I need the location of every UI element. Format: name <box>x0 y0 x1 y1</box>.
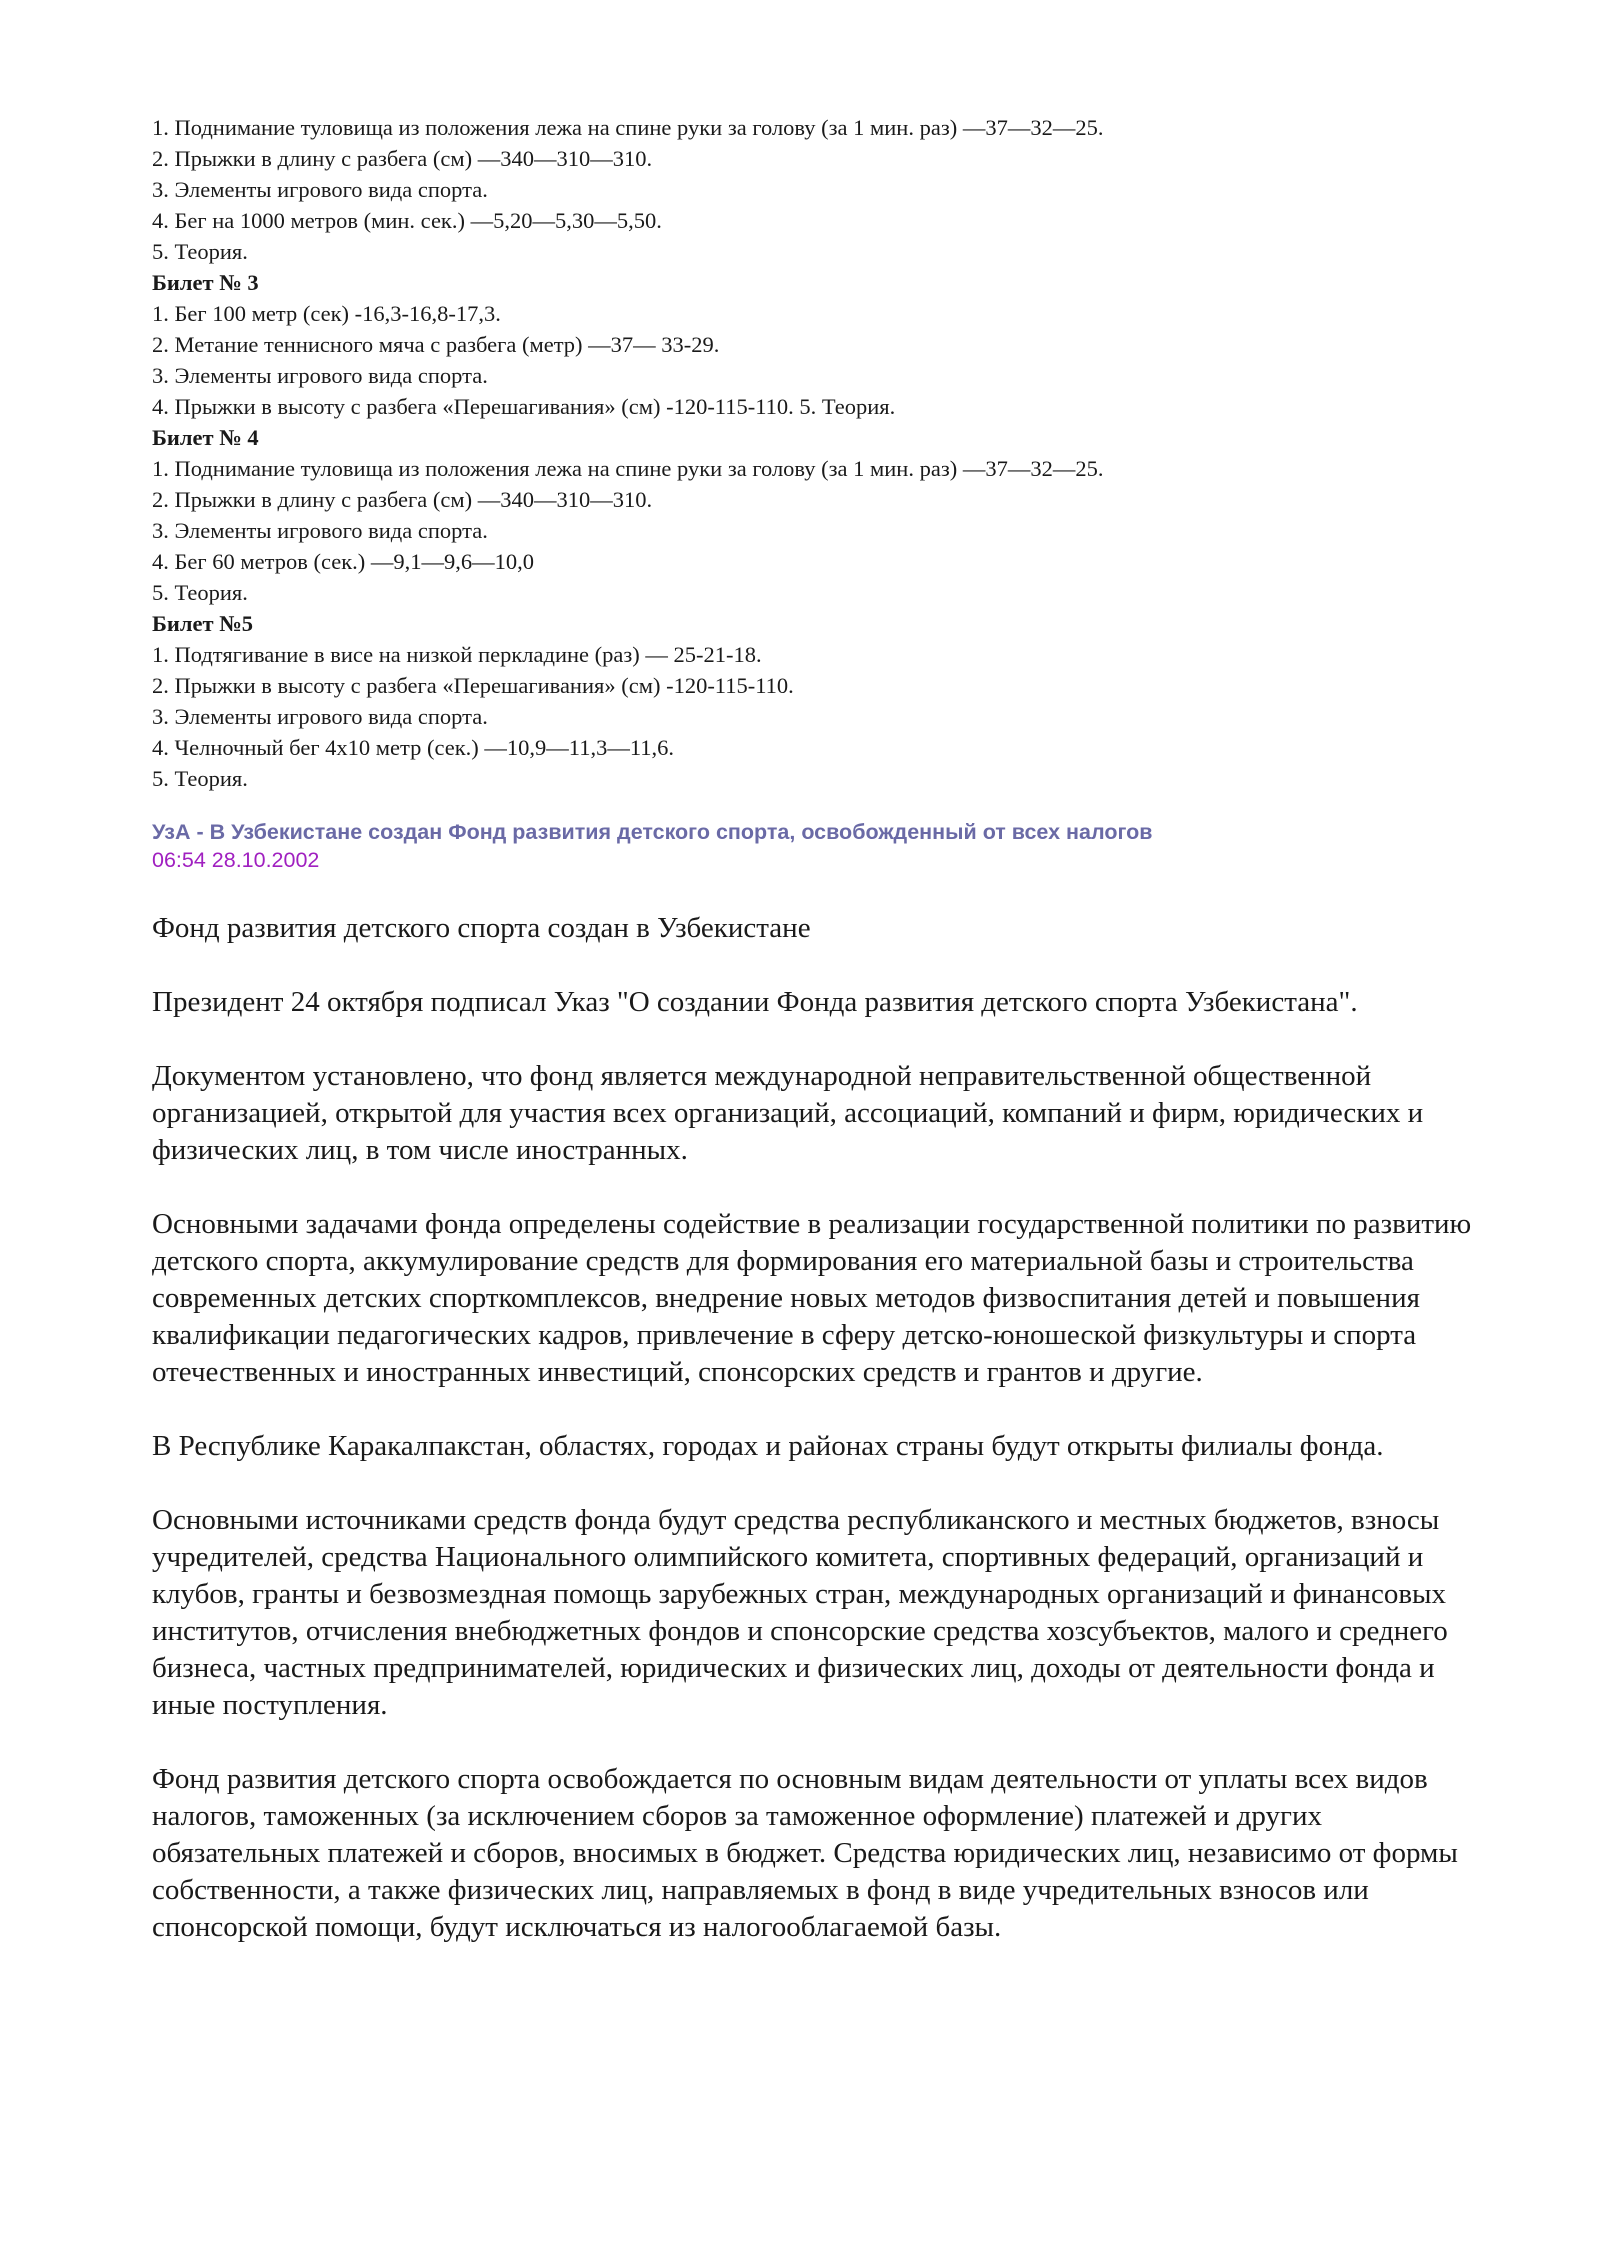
article-paragraph: В Республике Каракалпакстан, областях, городах и районах страны будут открыты филиалы фонда. <box>152 1430 1384 1462</box>
news-headline: УзА - В Узбекистане создан Фонд развития детского спорта, освобожденный от всех налогов <box>152 820 1153 844</box>
ticket-4 <box>152 422 1492 608</box>
article-paragraph: Основными источниками средств фонда будут средства республиканского и местных бюджетов, взносы учредителей, средства Национального олимпийского комитета, спортивных федераций, организаций и клубов, гранты и безвозмездная помощь зарубежных стран, международных организаций и финансовых институтов, отчисления внебюджетных фондов и спонсорские средства хозсубъектов, малого и среднего бизнеса, частных предпринимателей, юридических и физических лиц, доходы от деятельности фонда и иные поступления. <box>152 1504 1448 1721</box>
ticket-item: 4. Бег 60 метров (сек.) —9,1—9,6—10,0 <box>152 549 535 574</box>
ticket-list-top <box>152 112 1492 267</box>
ticket-item: 2. Прыжки в длину с разбега (см) —340—310—310. <box>152 487 653 512</box>
ticket-item: 3. Элементы игрового вида спорта. <box>152 177 488 202</box>
ticket-item: 1. Подтягивание в висе на низкой перкладине (раз) — 25-21-18. <box>152 642 762 667</box>
ticket-title: Билет № 4 <box>152 425 259 450</box>
ticket-item: 1. Поднимание туловища из положения лежа на спине руки за голову (за 1 мин. раз) —37—32—25. <box>152 456 1104 481</box>
ticket-item: 2. Прыжки в высоту с разбега «Перешагивания» (см) -120-115-110. <box>152 673 794 698</box>
document-page <box>152 112 1492 1983</box>
ticket-5 <box>152 608 1492 794</box>
ticket-item: 3. Элементы игрового вида спорта. <box>152 518 488 543</box>
ticket-title: Билет № 3 <box>152 270 259 295</box>
news-article <box>152 910 1492 1946</box>
article-paragraph: Президент 24 октября подписал Указ "О создании Фонда развития детского спорта Узбекистана". <box>152 986 1358 1018</box>
ticket-item: 5. Теория. <box>152 580 248 605</box>
ticket-item: 2. Прыжки в длину с разбега (см) —340—310—310. <box>152 146 653 171</box>
ticket-3 <box>152 267 1492 422</box>
article-paragraph: Фонд развития детского спорта создан в Узбекистане <box>152 912 811 944</box>
news-datetime: 06:54 28.10.2002 <box>152 848 320 872</box>
ticket-title: Билет №5 <box>152 611 253 636</box>
ticket-item: 1. Бег 100 метр (сек) -16,3-16,8-17,3. <box>152 301 501 326</box>
article-paragraph: Основными задачами фонда определены содействие в реализации государственной политики по развитию детского спорта, аккумулирование средств для формирования его материальной базы и строительства современных детских спорткомплексов, внедрение новых методов физвоспитания детей и повышения квалификации педагогических кадров, привлечение в сферу детско-юношеской физкультуры и спорта отечественных и иностранных инвестиций, спонсорских средств и грантов и другие. <box>152 1208 1472 1388</box>
ticket-item: 4. Прыжки в высоту с разбега «Перешагивания» (см) -120-115-110. 5. Теория. <box>152 394 896 419</box>
ticket-item: 5. Теория. <box>152 239 248 264</box>
article-paragraph: Фонд развития детского спорта освобождается по основным видам деятельности от уплаты всех видов налогов, таможенных (за исключением сборов за таможенное оформление) платежей и других обязательных платежей и сборов, вносимых в бюджет. Средства юридических лиц, независимо от формы собственности, а также физических лиц, направляемых в фонд в виде учредительных взносов или спонсорской помощи, будут исключаться из налогооблагаемой базы. <box>152 1763 1458 1943</box>
article-paragraph: Документом установлено, что фонд является международной неправительственной общественной организацией, открытой для участия всех организаций, ассоциаций, компаний и фирм, юридических и физических лиц, в том числе иностранных. <box>152 1060 1424 1166</box>
ticket-item: 4. Челночный бег 4х10 метр (сек.) —10,9—11,3—11,6. <box>152 735 675 760</box>
ticket-item: 2. Метание теннисного мяча с разбега (метр) —37— 33-29. <box>152 332 720 357</box>
ticket-item: 5. Теория. <box>152 766 248 791</box>
ticket-item: 3. Элементы игрового вида спорта. <box>152 363 488 388</box>
ticket-item: 3. Элементы игрового вида спорта. <box>152 704 488 729</box>
ticket-item: 1. Поднимание туловища из положения лежа на спине руки за голову (за 1 мин. раз) —37—32—25. <box>152 115 1104 140</box>
ticket-item: 4. Бег на 1000 метров (мин. сек.) —5,20—5,30—5,50. <box>152 208 662 233</box>
